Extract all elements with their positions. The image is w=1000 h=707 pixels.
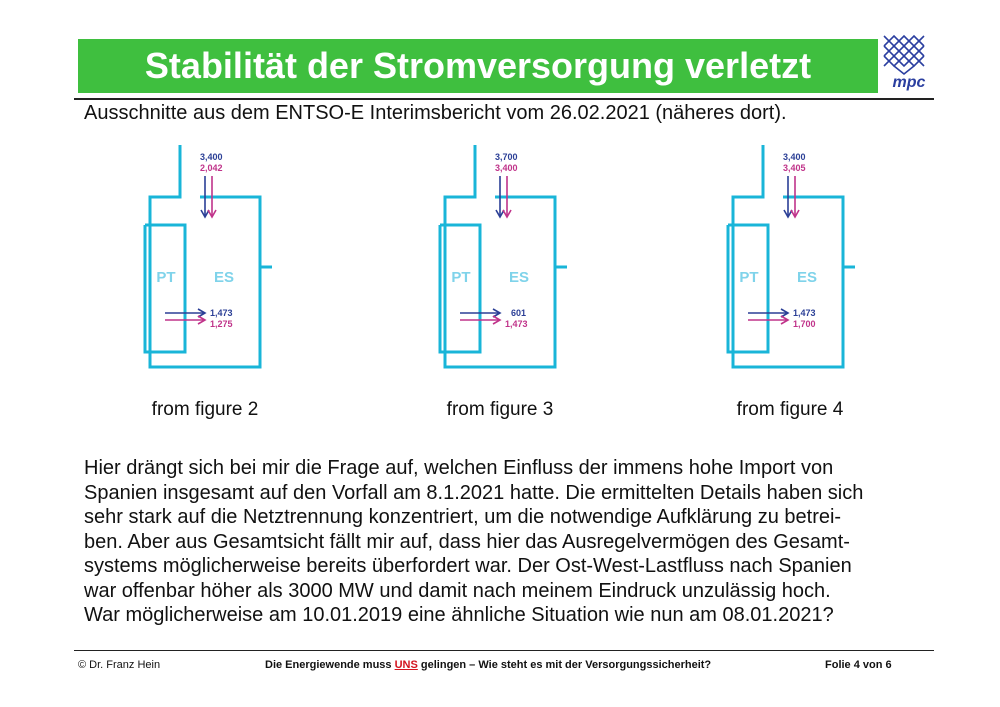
top-divider [74, 98, 934, 100]
top-flow-value-1: 3,400 [783, 152, 806, 162]
paragraph-line: sehr stark auf die Netztrennung konzentriert, um die notwendige Aufklärung zu betrei- [84, 506, 842, 528]
bottom-flow-value-2: 1,473 [505, 319, 528, 329]
footer-motto-pre: Die Energiewende muss [265, 659, 395, 671]
top-flow-value-1: 3,400 [200, 152, 223, 162]
top-flow-value-1: 3,700 [495, 152, 518, 162]
bottom-flow-value-1: 1,473 [210, 308, 233, 318]
es-label: ES [508, 269, 530, 286]
footer-motto [265, 659, 711, 671]
es-label: ES [213, 269, 235, 286]
paragraph-line: ben. Aber aus Gesamtsicht fällt mir auf, dass hier das Ausregelvermögen des Gesamt- [84, 530, 850, 553]
bottom-flow-value-1: 601 [511, 308, 527, 318]
pt-label: PT [156, 269, 176, 286]
footer-slide-number: Folie 4 von 6 [825, 659, 892, 671]
figure-2-diagram [130, 140, 280, 380]
subtitle: Ausschnitte aus dem ENTSO-E Interimsbericht vom 26.02.2021 (näheres dort). [84, 102, 787, 124]
paragraph-line: War möglicherweise am 10.01.2019 eine ähnliche Situation wie nun am 08.01.2021? [84, 604, 834, 626]
footer-motto-post: gelingen – Wie steht es mit der Versorgungssicherheit? [417, 659, 712, 671]
figure-3-diagram [425, 140, 575, 380]
paragraph-line: Hier drängt sich bei mir die Frage auf, welchen Einfluss der immens hohe Import von [84, 457, 834, 479]
top-flow-value-2: 2,042 [200, 163, 223, 173]
es-label: ES [796, 269, 818, 286]
paragraph-line: war offenbar höher als 3000 MW und damit nach meinem Eindruck unzulässig hoch. [84, 579, 831, 602]
slide-title: Stabilität der Stromversorgung verletzt [78, 39, 878, 93]
logo-text: mpc [892, 74, 926, 91]
bottom-flow-value-1: 1,473 [793, 308, 816, 318]
top-flow-value-2: 3,405 [783, 163, 806, 173]
bottom-flow-value-2: 1,700 [793, 319, 816, 329]
bottom-divider [74, 650, 934, 651]
pt-label: PT [451, 269, 471, 286]
pt-label: PT [739, 269, 759, 286]
figure-4-caption: from figure 4 [736, 399, 844, 420]
figure-2-caption: from figure 2 [151, 399, 259, 420]
paragraph-line: Spanien insgesamt auf den Vorfall am 8.1.2021 hatte. Die ermittelten Details haben sich [84, 481, 864, 504]
footer-motto-emphasis: UNS [394, 659, 418, 671]
bottom-flow-value-2: 1,275 [210, 319, 233, 329]
figure-4-diagram [713, 140, 863, 380]
footer-author: © Dr. Franz Hein [78, 659, 161, 671]
figure-3-caption: from figure 3 [446, 399, 554, 420]
top-flow-value-2: 3,400 [495, 163, 518, 173]
body-paragraph [84, 456, 924, 628]
paragraph-line: systems möglicherweise bereits überfordert war. Der Ost-West-Lastfluss nach Spanien [84, 555, 852, 577]
